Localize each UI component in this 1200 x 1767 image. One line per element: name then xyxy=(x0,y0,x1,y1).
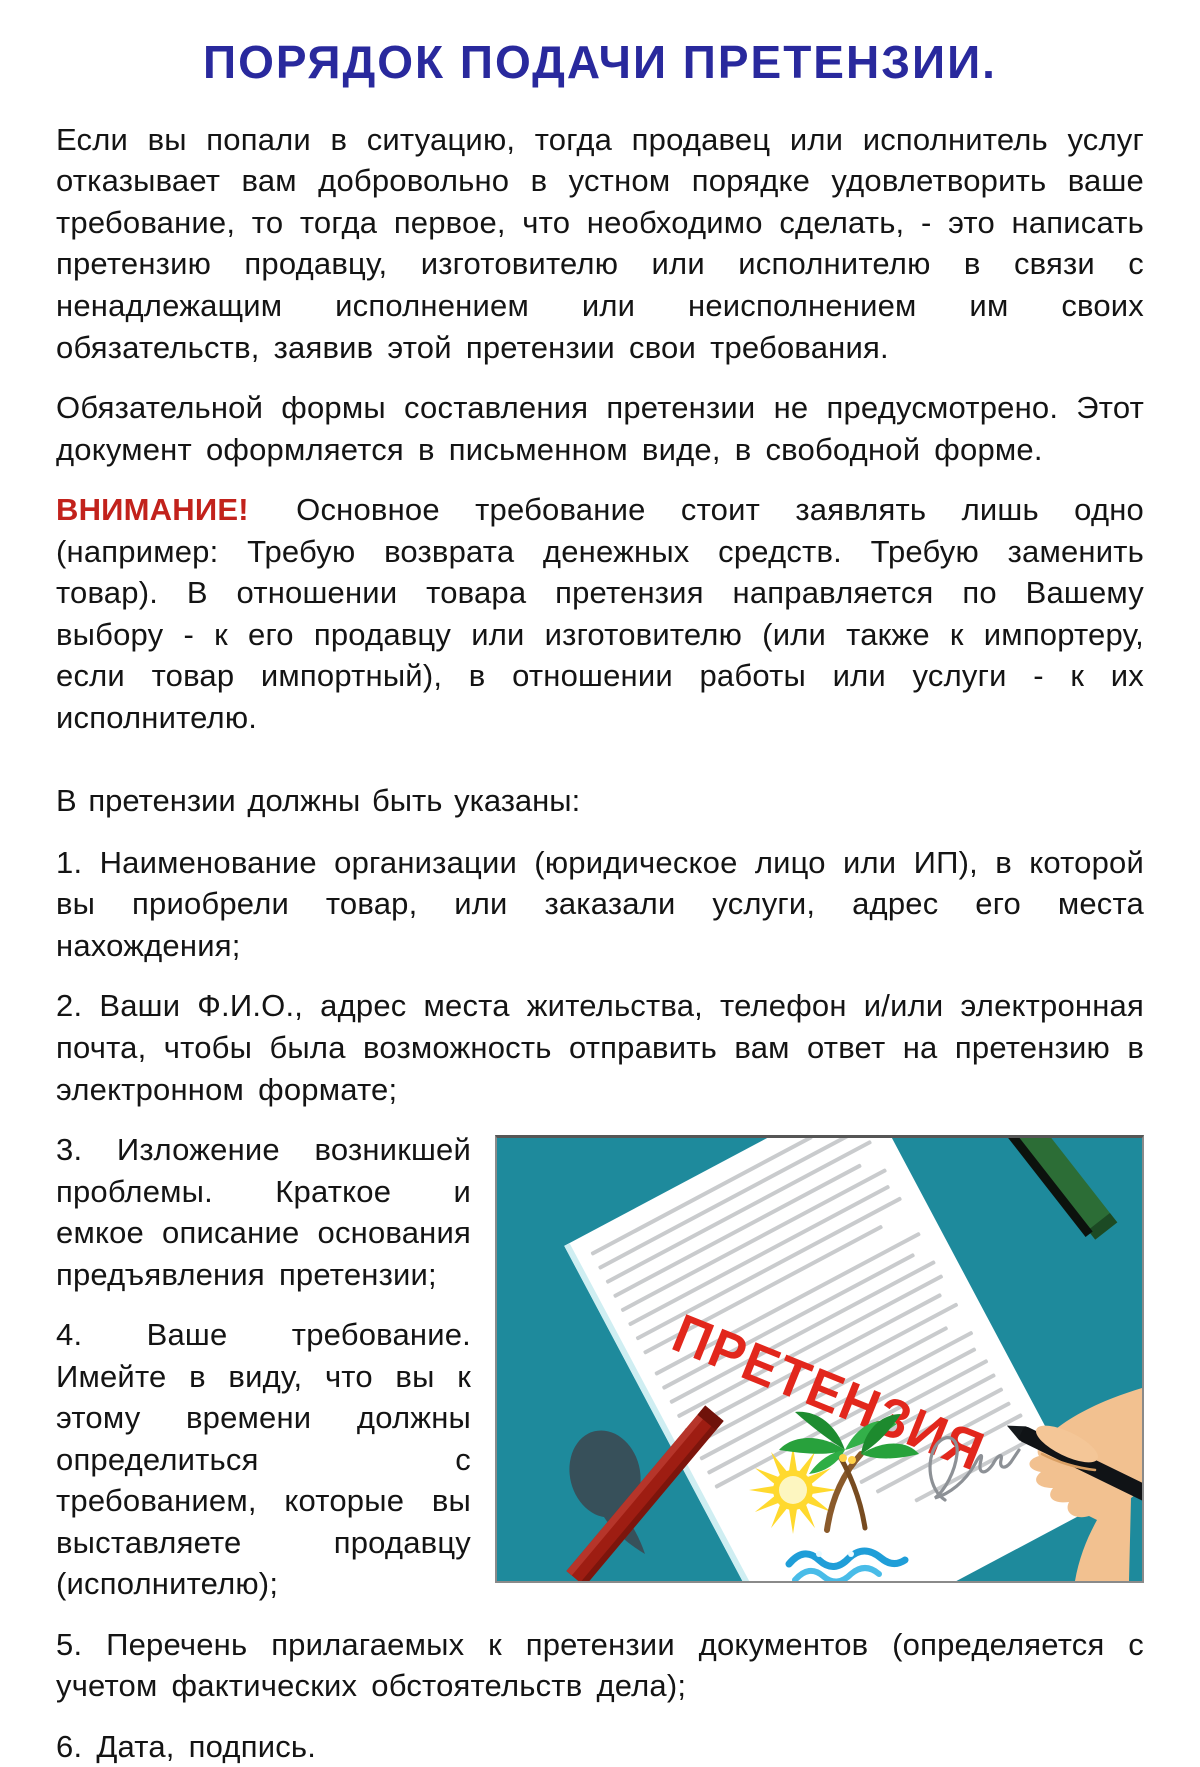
claim-stamp-text: ПРЕТЕНЗИЯ xyxy=(664,1301,1017,1492)
form-note-paragraph: Обязательной формы составления претензии не предусмотрено. Этот документ оформляется в письменном виде, в свободной форме. xyxy=(56,390,1144,467)
attention-text: Основное требование стоит заявлять лишь одно (например: Требую возврата денежных средств. Требую заменить товар). В отношении товара претензия направляется по Вашему выбору - к его продавцу или изготовителю (или также к импортеру, если товар импортный), в отношении работы или услуги - к их исполнителю. xyxy=(56,492,1144,735)
claim-illustration-svg xyxy=(497,1138,1142,1581)
intro-paragraph: Если вы попали в ситуацию, тогда продавец или исполнитель услуг отказывает вам добровольно в устном порядке удовлетворить ваше требование, то тогда первое, что необходимо сделать, - это написать претензию продавцу, изготовителю или исполнителю в связи с ненадлежащим исполнением или неисполнением им своих обязательств, заявив этой претензии свои требования. xyxy=(56,121,1144,365)
list-section-with-figure xyxy=(56,1129,1144,1767)
page-title: ПОРЯДОК ПОДАЧИ ПРЕТЕНЗИИ. xyxy=(203,36,997,88)
list-item-5: 5. Перечень прилагаемых к претензии документов (определяется с учетом фактических обстоятельств дела); xyxy=(56,1626,1144,1704)
list-item-1: 1. Наименование организации (юридическое лицо или ИП), в которой вы приобрели товар, или заказали услуги, адрес его места нахождения; xyxy=(56,844,1144,963)
attention-label: ВНИМАНИЕ! xyxy=(56,492,249,528)
list-item-6: 6. Дата, подпись. xyxy=(56,1728,317,1764)
list-item-4: 4. Ваше требование. Имейте в виду, что вы к этому времени должны определиться с требованием, которые вы выставляете продавцу (исполнителю); xyxy=(56,1317,471,1602)
attention-paragraph xyxy=(56,489,1144,738)
list-item-2: 2. Ваши Ф.И.О., адрес места жительства, телефон и/или электронная почта, чтобы была возможность отправить вам ответ на претензию в электронном формате; xyxy=(56,988,1144,1107)
list-intro: В претензии должны быть указаны: xyxy=(56,783,581,819)
list-item-3: 3. Изложение возникшей проблемы. Краткое и емкое описание основания предъявления претензии; xyxy=(56,1132,471,1292)
claim-illustration xyxy=(495,1135,1144,1583)
